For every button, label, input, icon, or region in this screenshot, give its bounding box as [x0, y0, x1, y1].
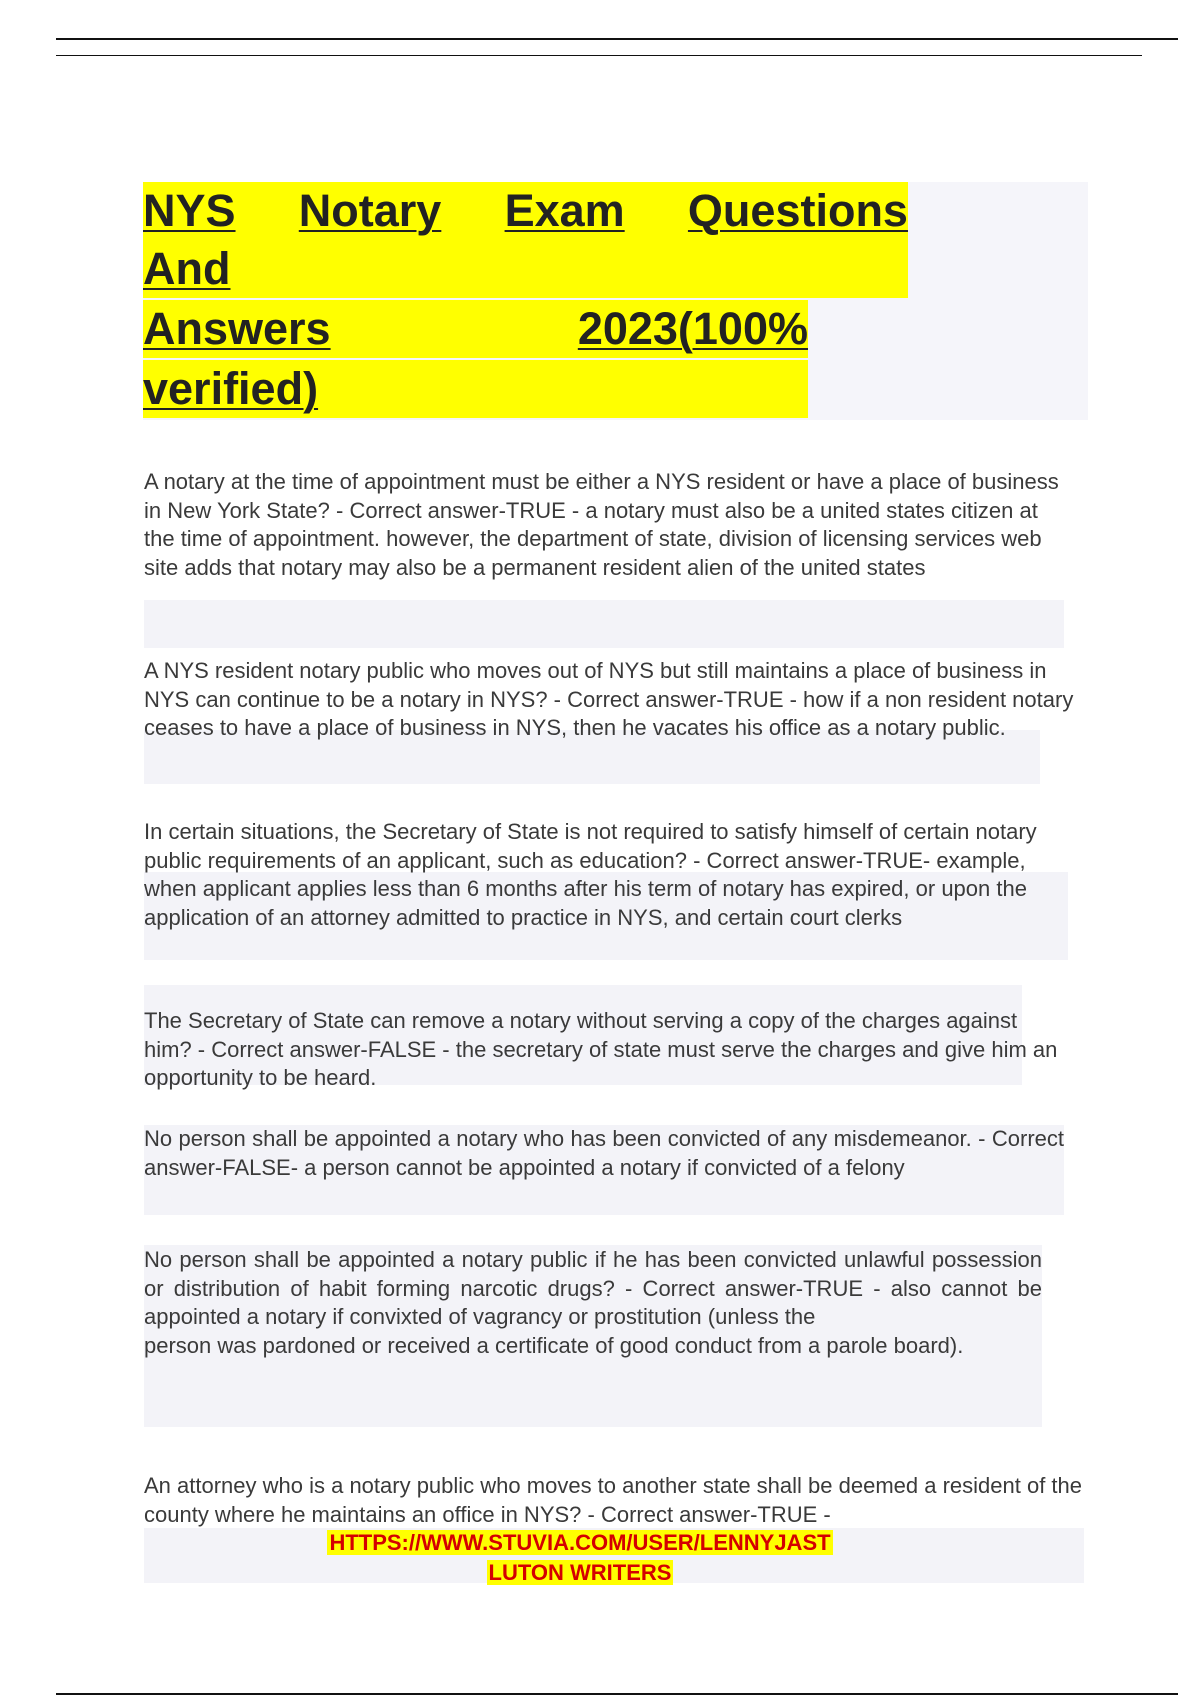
- footer-writer-text: LUTON WRITERS: [488, 1560, 672, 1585]
- title-word: Exam: [504, 185, 625, 236]
- footer-url: [0, 1528, 1160, 1558]
- qa-text: No person shall be appointed a notary who has been convicted of any misdemeanor. - Correct answer-FALSE- a person cannot be appointed a notary if convicted of a felony: [144, 1126, 1064, 1180]
- title-word: 2023(100%: [577, 303, 808, 354]
- title-word: Questions: [687, 185, 908, 236]
- qa-text: No person shall be appointed a notary public if he has been convicted unlawful possession or distribution of habit forming narcotic drugs? - Correct answer-TRUE - also cannot be appointed a notary if convixted of vagrancy or prostitution (unless the: [144, 1247, 1042, 1329]
- title-word: NYS: [143, 185, 236, 236]
- document-title-line-1: [143, 182, 908, 240]
- qa-text: In certain situations, the Secretary of State is not required to satisfy himself of certain notary public requirements of an applicant, such as education? - Correct answer-TRUE- example, when applicant applies less than 6 months after his term of notary has expired, or upon the application of an attorney admitted to practice in NYS, and certain court clerks: [144, 819, 1037, 930]
- qa-item-4: [144, 1007, 1064, 1093]
- title-word: verified): [143, 363, 319, 414]
- qa-item-2: [144, 657, 1086, 743]
- footer-url-text: HTTPS://WWW.STUVIA.COM/USER/LENNYJAST: [329, 1530, 831, 1555]
- qa-text: A notary at the time of appointment must be either a NYS resident or have a place of business in New York State? - Correct answer-TRUE - a notary must also be a united states citizen at the time of appointment. however, the department of state, division of licensing services web site adds that notary may also be a permanent resident alien of the united states: [144, 469, 1059, 580]
- title-word: Notary: [298, 185, 442, 236]
- document-title-line-3: [143, 300, 808, 358]
- qa-text: An attorney who is a notary public who moves to another state shall be deemed a resident of the county where he maintains an office in NYS? - Correct answer-TRUE -: [144, 1473, 1082, 1527]
- document-title-line-4: [143, 360, 808, 418]
- qa-text: person was pardoned or received a certificate of good conduct from a parole board).: [144, 1332, 964, 1358]
- qa-background: [144, 600, 1064, 648]
- footer-rule: [56, 1693, 1178, 1695]
- qa-item-6: [144, 1246, 1042, 1360]
- header-rule-top: [56, 38, 1178, 40]
- qa-item-5: [144, 1125, 1064, 1182]
- qa-item-1: [144, 468, 1074, 582]
- qa-item-7: [144, 1472, 1084, 1529]
- title-word: Answers: [143, 303, 331, 354]
- header-rule-bottom: [56, 55, 1142, 56]
- qa-text: A NYS resident notary public who moves out of NYS but still maintains a place of business in NYS can continue to be a notary in NYS? - Correct answer-TRUE - how if a non resident notary ceases to have a place of business in NYS, then he vacates his office as a notary public.: [144, 658, 1074, 740]
- title-word: And: [143, 243, 231, 294]
- qa-text: The Secretary of State can remove a notary without serving a copy of the charges against him? - Correct answer-FALSE - the secretary of state must serve the charges and give him an opportunity to be heard.: [144, 1008, 1058, 1090]
- document-title-line-2: [143, 240, 908, 298]
- footer-writer: [0, 1558, 1160, 1588]
- qa-item-3: [144, 818, 1084, 932]
